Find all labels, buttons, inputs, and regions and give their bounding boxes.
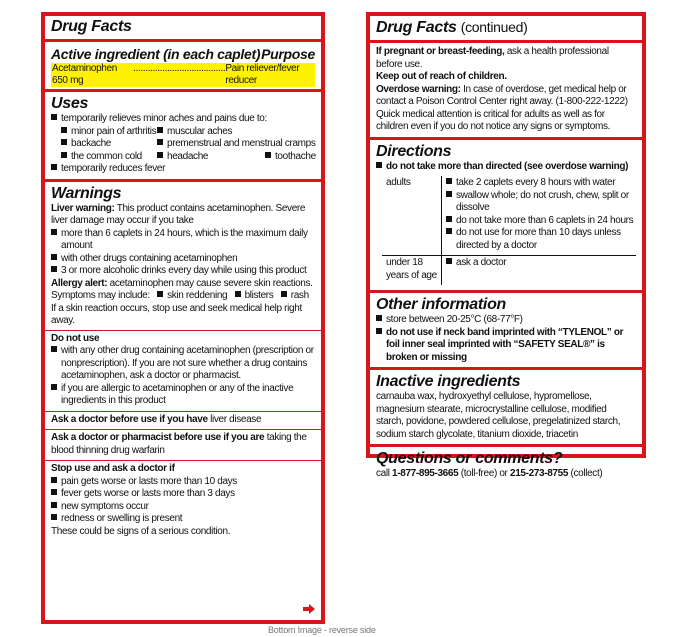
ask-pharmacist-text: taking the blood thinning drug warfarin [51, 432, 307, 456]
under18-label: under 18 years of age [382, 255, 442, 285]
do-not-use-item: if you are allergic to acetaminophen or any of the inactive ingredients in this product [61, 382, 294, 406]
under18-cell [442, 255, 636, 285]
active-ingredient-section [45, 42, 321, 92]
uses-section [45, 92, 321, 182]
warnings-section [45, 182, 321, 543]
liver-warning-label: Liver warning: [51, 202, 115, 214]
questions-title: Questions or comments? [376, 450, 563, 467]
ask-pharmacist-label: Ask a doctor or pharmacist before use if you are [51, 432, 265, 443]
adult-direction: do not take more than 6 caplets in 24 hours [456, 214, 634, 226]
symptoms-label: Symptoms may include: [51, 290, 150, 301]
stop-item: pain gets worse or lasts more than 10 days [61, 475, 237, 487]
header-section [45, 16, 321, 42]
ask-doctor-label: Ask a doctor before use if you have [51, 413, 208, 425]
allergy-alert-label: Allergy alert: [51, 277, 108, 289]
questions-section [370, 447, 642, 484]
ask-doctor-block [45, 411, 321, 428]
adult-direction: take 2 caplets every 8 hours with water [456, 177, 616, 188]
keep-out-text: Keep out of reach of children. [376, 71, 507, 82]
continued-label: (continued) [460, 19, 528, 35]
liver-item: more than 6 caplets in 24 hours, which is the maximum daily amount [61, 227, 308, 251]
header-section-continued [370, 16, 642, 43]
ask-pharmacist-block [45, 429, 321, 458]
directions-note: do not take more than directed (see overdose warning) [386, 160, 629, 172]
uses-title: Uses [51, 95, 89, 112]
adult-direction: swallow whole; do not crush, chew, split or dissolve [456, 189, 629, 213]
use-item: headache [167, 150, 209, 162]
ask-doctor-text: liver disease [210, 413, 262, 425]
symptom: rash [290, 290, 309, 301]
pregnant-text: ask a health professional before use. [376, 46, 609, 70]
use-item: the common cold [71, 150, 142, 162]
pregnancy-overdose-section [370, 43, 642, 140]
stop-footer: These could be signs of a serious condition. [51, 525, 231, 537]
use-item: minor pain of arthritis [71, 125, 157, 137]
directions-section [370, 140, 642, 294]
continued-arrow-icon [303, 604, 315, 614]
ingredient-purpose: Pain reliever/fever reducer [225, 63, 300, 86]
adult-direction: do not use for more than 10 days unless directed by a doctor [456, 227, 621, 251]
symptom: blisters [244, 290, 274, 301]
active-ingredient-heading: Active ingredient (in each caplet) [51, 46, 261, 62]
stop-use-block [45, 460, 321, 539]
directions-table [382, 176, 636, 285]
overdose-label: Overdose warning: [376, 83, 461, 95]
stop-item: redness or swelling is present [61, 513, 183, 524]
drug-facts-panel-right [366, 12, 646, 479]
ingredient-leader: ...................................... [133, 63, 226, 74]
bullet-icon [51, 114, 57, 120]
liver-warning-text: This product contains acetaminophen. Severe liver damage may occur if you take [51, 202, 306, 226]
do-not-use-block [45, 330, 321, 409]
stop-item: new symptoms occur [61, 500, 149, 512]
warnings-title: Warnings [51, 184, 122, 202]
use-item: muscular aches [167, 125, 233, 137]
other-info-section [370, 293, 642, 370]
drug-facts-panel-left [41, 12, 325, 624]
phone-collect[interactable]: 215-273-8755 [509, 468, 569, 479]
call-prefix: call [376, 468, 390, 479]
pregnant-label: If pregnant or breast-feeding, [376, 46, 505, 57]
phone-collect-note: (collect) [570, 468, 603, 479]
allergy-alert-text: acetaminophen may cause severe skin reactions. [109, 277, 313, 289]
overdose-text: In case of overdose, get medical help or contact a Poison Control Center right away. (1-800-222-1222) Quick medical attention is critical for adults as well as for children even if you do not notice any signs or symptoms. [376, 83, 628, 132]
skin-reaction-text: If a skin reaction occurs, stop use and seek medical help right away. [51, 302, 302, 326]
purpose-heading: Purpose [261, 46, 315, 62]
use-item: backache [71, 138, 112, 149]
inactive-text: carnauba wax, hydroxyethyl cellulose, hypromellose, magnesium stearate, microcrystalline cellulose, modified starch, povidone, powdered cellulose, pregelatinized starch, sodium starch glycolate, titanium dioxide, triacetin [376, 391, 621, 440]
other-info-item: store between 20-25°C (68-77°F) [386, 314, 523, 325]
liver-item: with other drugs containing acetaminophen [61, 252, 238, 264]
phone-tollfree[interactable]: 1-877-895-3665 [392, 468, 459, 479]
drug-facts-title-continued: Drug Facts [376, 19, 457, 36]
do-not-use-title: Do not use [51, 332, 100, 344]
uses-grid [51, 126, 315, 164]
adults-label: adults [382, 176, 442, 255]
directions-title: Directions [376, 142, 452, 160]
stop-use-title: Stop use and ask a doctor if [51, 463, 175, 474]
do-not-use-item: with any other drug containing acetaminophen (prescription or nonprescription). If you are not sure whether a drug contains acetaminophen, ask a doctor or pharmacist. [61, 345, 314, 381]
liver-item: 3 or more alcoholic drinks every day while using this product [61, 265, 307, 276]
uses-intro: temporarily relieves minor aches and pains due to: [61, 113, 267, 124]
phone-tollfree-note: (toll-free) or [460, 468, 508, 479]
adults-cell [442, 176, 636, 255]
stop-item: fever gets worse or lasts more than 3 days [61, 488, 235, 499]
use-item: premenstrual and menstrual cramps [167, 138, 316, 149]
use-item: toothache [275, 150, 316, 162]
inactive-title: Inactive ingredients [376, 373, 521, 390]
under18-direction: ask a doctor [456, 257, 507, 268]
ingredient-row [51, 63, 315, 87]
uses-fever: temporarily reduces fever [61, 163, 166, 174]
drug-facts-title: Drug Facts [51, 18, 132, 35]
ingredient-name: Acetaminophen 650 mg [52, 63, 117, 86]
image-caption: Bottom Image - reverse side [268, 625, 376, 635]
symptom: skin reddening [167, 290, 228, 301]
other-info-title: Other information [376, 296, 507, 313]
seal-warning: do not use if neck band imprinted with “TYLENOL” or foil inner seal imprinted with “SAFETY SEAL®” is broken or missing [386, 326, 624, 363]
inactive-section [370, 370, 642, 447]
